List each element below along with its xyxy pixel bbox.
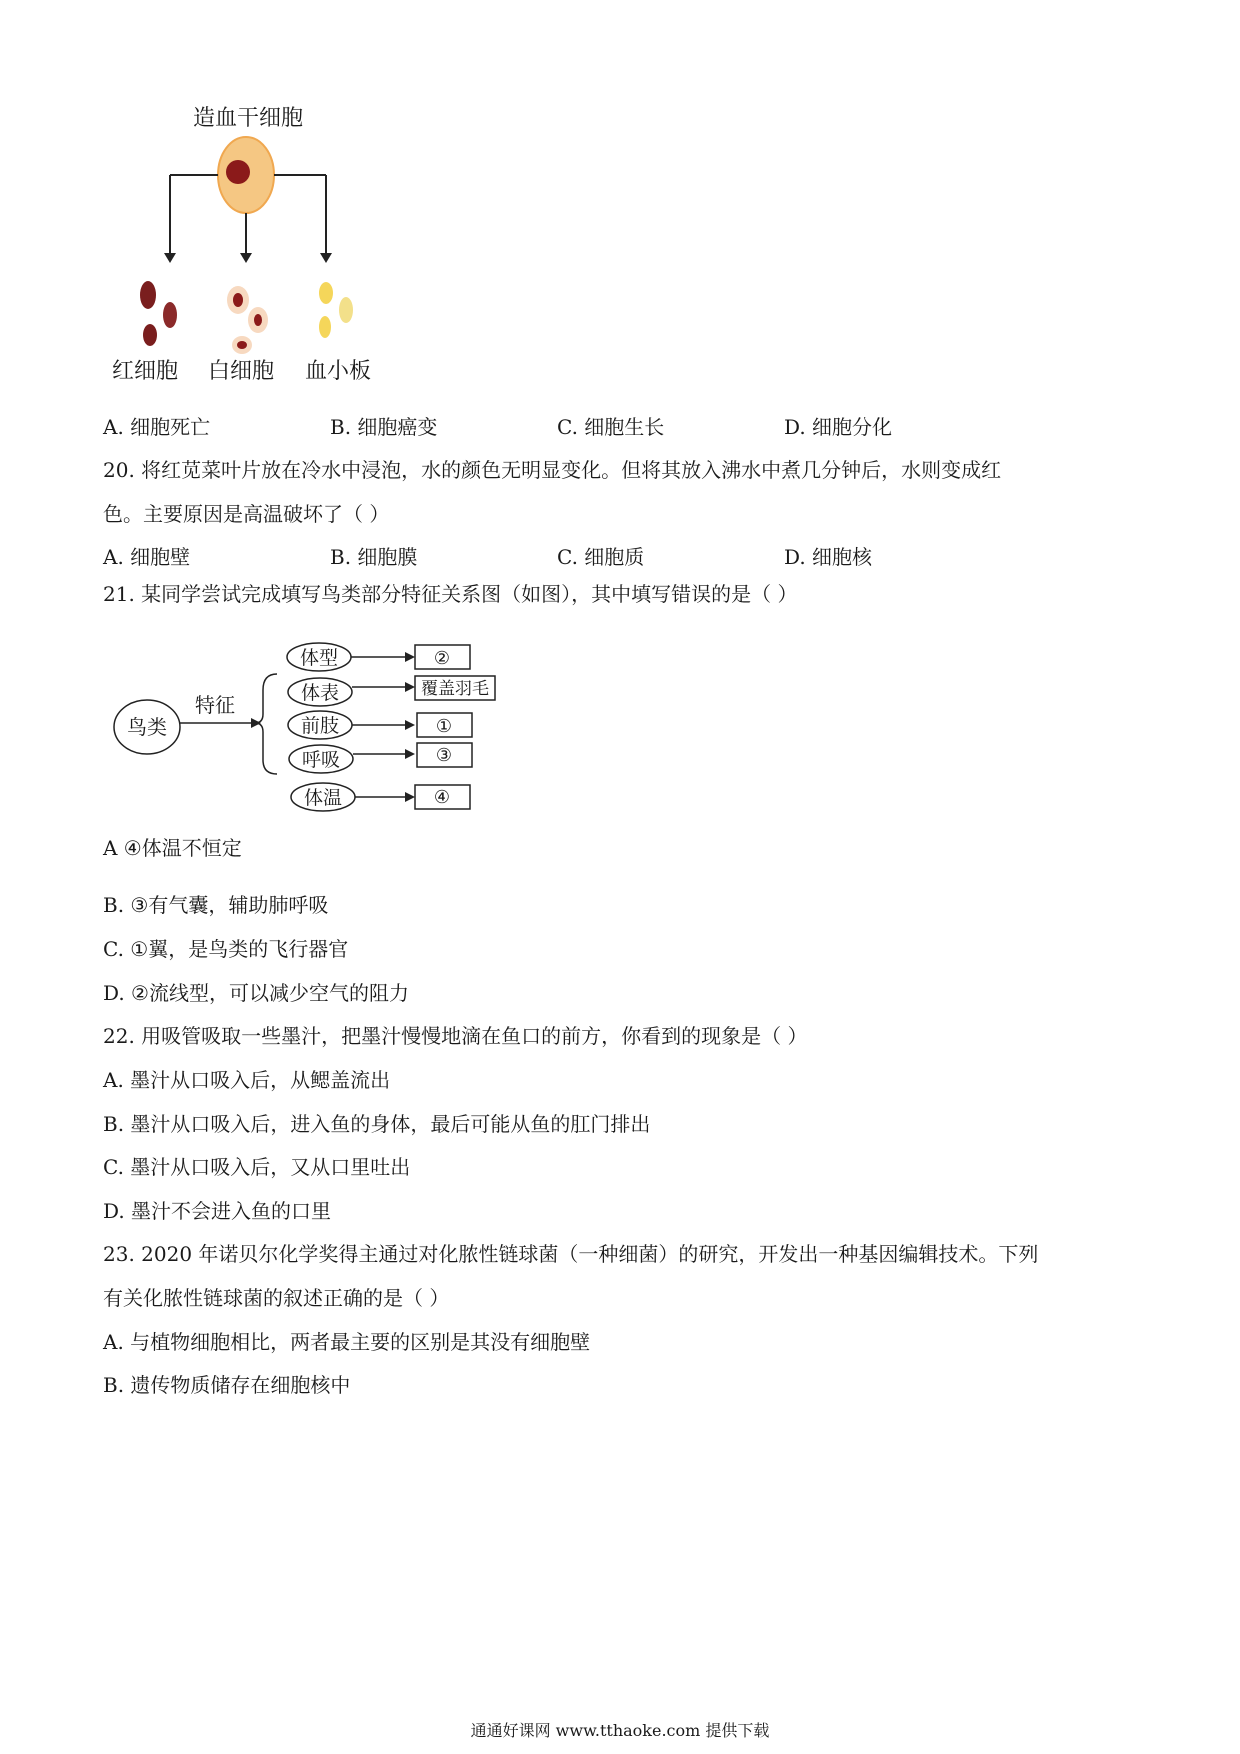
feature-label-forelimb: 前肢: [300, 715, 340, 737]
q23-stem-line2: 有关化脓性链球菌的叙述正确的是（ ）: [103, 1286, 450, 1310]
page-footer: 通通好课网 www.tthaoke.com 提供下载: [470, 1721, 770, 1740]
q21-option-d[interactable]: D. ②流线型，可以减少空气的阻力: [103, 981, 409, 1005]
q20-option-b[interactable]: B. 细胞膜: [330, 545, 418, 569]
q20-stem-line1: 20. 将红苋菜叶片放在冷水中浸泡，水的颜色无明显变化。但将其放入沸水中煮几分钟后，水则变成红: [103, 458, 1002, 482]
q23-option-a[interactable]: A. 与植物细胞相比，两者最主要的区别是其没有细胞壁: [103, 1330, 591, 1354]
q22-option-b[interactable]: B. 墨汁从口吸入后，进入鱼的身体，最后可能从鱼的肛门排出: [103, 1112, 651, 1136]
feature-value-body-temp: ④: [433, 787, 451, 808]
q20-option-d[interactable]: D. 细胞核: [784, 545, 873, 569]
platelet-label: 血小板: [304, 359, 372, 384]
feature-value-breathing: ③: [435, 745, 453, 766]
feature-label-body-surface: 体表: [300, 682, 340, 704]
q22-option-a[interactable]: A. 墨汁从口吸入后，从鳃盖流出: [103, 1068, 391, 1092]
platelet-icon: [319, 282, 353, 338]
feature-value-body-shape: ②: [433, 648, 451, 669]
q19-option-d[interactable]: D. 细胞分化: [784, 415, 893, 439]
white-blood-cell-icon: [227, 286, 268, 354]
feature-value-body-surface: 覆盖羽毛: [421, 679, 489, 699]
bird-features-svg: [105, 630, 525, 820]
q21-option-a[interactable]: A ④体温不恒定: [103, 836, 242, 860]
feature-label-body-temp: 体温: [303, 787, 343, 809]
q19-option-c[interactable]: C. 细胞生长: [557, 415, 665, 439]
stem-cell-figure: [100, 95, 420, 395]
white-cell-label: 白细胞: [207, 359, 275, 384]
bird-features-diagram: [105, 630, 525, 820]
q20-stem-line2: 色。主要原因是高温破坏了（ ）: [103, 502, 390, 526]
feature-arrow-label: 特征: [195, 693, 235, 717]
feature-label-body-shape: 体型: [299, 647, 339, 669]
red-cell-label: 红细胞: [111, 359, 179, 384]
q20-option-c[interactable]: C. 细胞质: [557, 545, 645, 569]
feature-label-breathing: 呼吸: [301, 749, 341, 771]
feature-value-forelimb: ①: [435, 716, 453, 737]
q22-stem: 22. 用吸管吸取一些墨汁，把墨汁慢慢地滴在鱼口的前方，你看到的现象是（ ）: [103, 1024, 808, 1048]
red-blood-cell-icon: [140, 281, 177, 346]
stem-cell-label: 造血干细胞: [192, 106, 304, 131]
q21-option-c[interactable]: C. ①翼，是鸟类的飞行器官: [103, 937, 349, 961]
q23-stem-line1: 23. 2020 年诺贝尔化学奖得主通过对化脓性链球菌（一种细菌）的研究，开发出一种基因编辑技术。下列: [103, 1242, 1039, 1266]
arrowheads: [164, 253, 332, 263]
stem-cell-diagram: [100, 95, 420, 395]
q22-option-c[interactable]: C. 墨汁从口吸入后，又从口里吐出: [103, 1155, 411, 1179]
stem-cell-nucleus: [226, 160, 250, 184]
q19-option-b[interactable]: B. 细胞癌变: [330, 415, 438, 439]
q19-option-a[interactable]: A. 细胞死亡: [103, 415, 211, 439]
q21-option-b[interactable]: B. ③有气囊，辅助肺呼吸: [103, 893, 329, 917]
q22-option-d[interactable]: D. 墨汁不会进入鱼的口里: [103, 1199, 332, 1223]
brace: [255, 674, 277, 774]
bird-center-label: 鸟类: [127, 715, 167, 739]
q23-option-b[interactable]: B. 遗传物质储存在细胞核中: [103, 1373, 351, 1397]
q20-option-a[interactable]: A. 细胞壁: [103, 545, 191, 569]
q21-stem: 21. 某同学尝试完成填写鸟类部分特征关系图（如图），其中填写错误的是（ ）: [103, 582, 798, 606]
